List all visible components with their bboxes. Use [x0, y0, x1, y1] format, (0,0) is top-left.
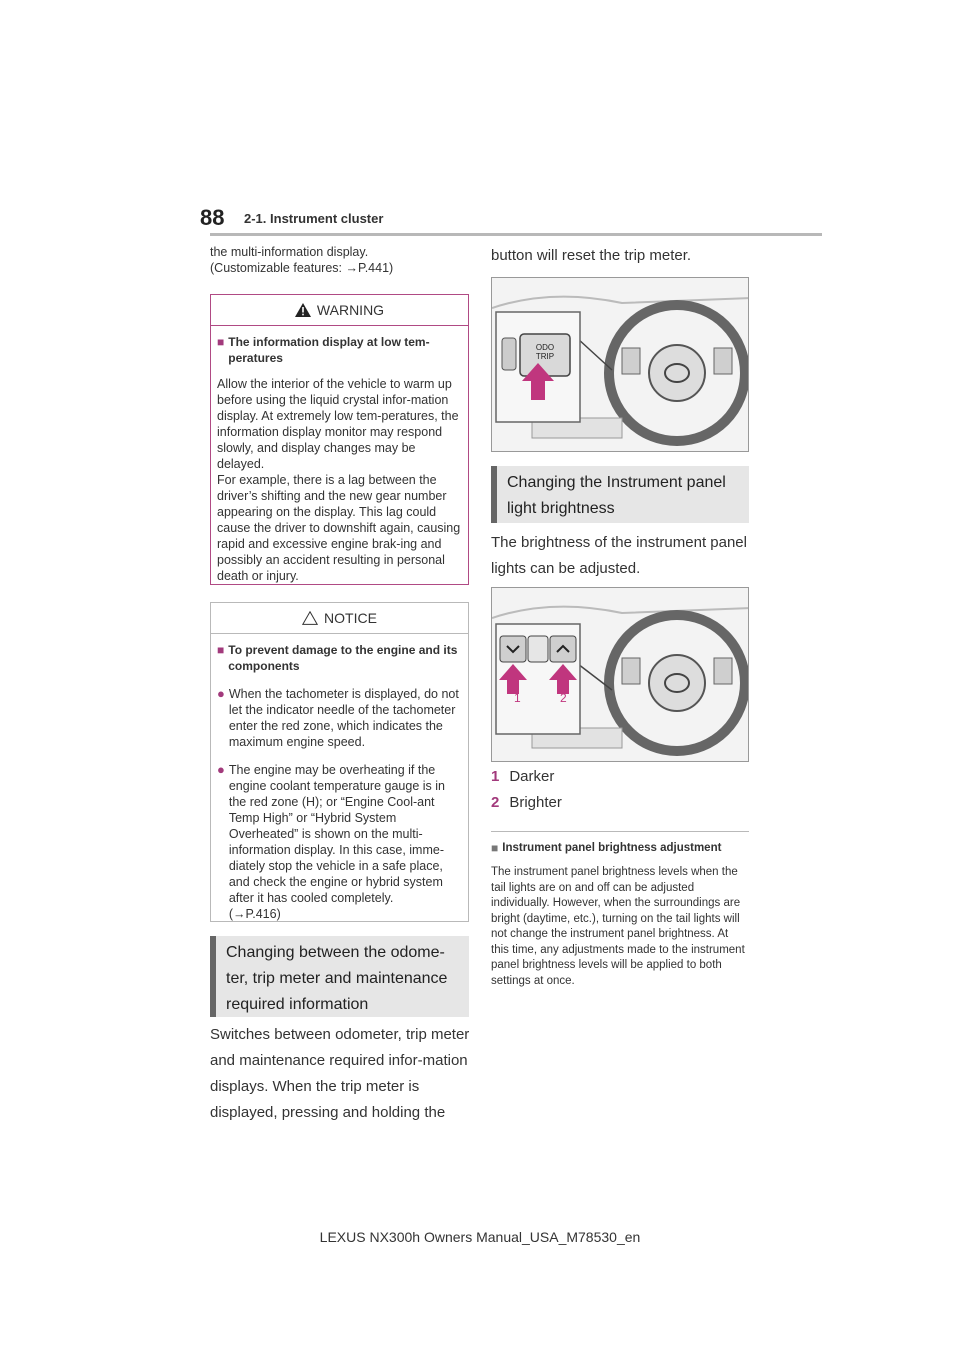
notice-heading-text: To prevent damage to the engine and its components — [228, 643, 458, 673]
brightness-items — [491, 764, 751, 816]
notice-title-row — [211, 603, 468, 634]
odo-label: ODO — [535, 343, 555, 352]
notes-rule — [491, 831, 749, 832]
callout-1: 1 — [514, 691, 521, 705]
square-bullet-icon: ■ — [217, 643, 225, 657]
warning-title-row — [211, 295, 468, 326]
notice-triangle-icon — [302, 611, 318, 625]
item-brighter — [491, 790, 751, 816]
item-darker — [491, 764, 751, 790]
brightness-section-heading: Changing the Instrument panel light brightness — [491, 466, 749, 523]
odo-section-heading: Changing between the odome-ter, trip meter and maintenance required information — [210, 936, 469, 1017]
notice-item-2 — [217, 762, 462, 922]
odo-section-text: Switches between odometer, trip meter and maintenance required infor-mation displays. When the trip meter is displayed, pressing and holding the — [210, 1026, 470, 1121]
intro-text — [210, 244, 470, 276]
item-label: Darker — [509, 768, 555, 785]
steering-wheel-illustration — [492, 588, 749, 762]
notice-item-1 — [217, 686, 462, 750]
trip-label: TRIP — [535, 352, 555, 361]
steering-wheel-illustration — [492, 278, 749, 452]
brightness-illustration — [491, 587, 749, 762]
continue-text: button will reset the trip meter. — [491, 247, 692, 264]
notes-section — [491, 838, 753, 989]
item-label: Brighter — [509, 794, 562, 811]
header-rule — [210, 233, 822, 236]
square-bullet-icon: ■ — [491, 841, 499, 855]
warning-triangle-icon — [295, 303, 311, 317]
warning-box — [210, 294, 469, 585]
intro-line-2: (Customizable features: →P.441) — [210, 261, 394, 275]
callout-2: 2 — [560, 691, 567, 705]
square-bullet-icon: ■ — [217, 335, 225, 349]
notice-item-1-text: When the tachometer is displayed, do not let the indicator needle of the tachometer enter the red zone, which indicates the maximum engine speed. — [228, 687, 459, 749]
item-number: 2 — [491, 794, 500, 811]
notice-box — [210, 602, 469, 922]
brightness-text: The brightness of the instrument panel lights can be adjusted. — [491, 534, 747, 577]
warning-heading — [217, 334, 462, 366]
note-text: The instrument panel brightness levels when the tail lights are on and off can be adjusted individually. However, when the surroundings are bright (daytime, etc.), turning on the tail lights will not change the instrument panel brightness. At this time, any adjustments made to the instrument panel brightness levels will be applied to both settings at once. — [491, 866, 745, 987]
item-number: 1 — [491, 768, 500, 785]
footer: LEXUS NX300h Owners Manual_USA_M78530_en — [319, 1229, 641, 1245]
round-bullet-icon: ● — [217, 686, 225, 701]
warning-heading-text: The information display at low tem-peratures — [228, 335, 430, 365]
warning-title: WARNING — [316, 302, 385, 318]
section-title: 2-1. Instrument cluster — [244, 211, 384, 226]
note-heading-text: Instrument panel brightness adjustment — [502, 842, 722, 854]
notice-item-2-text: The engine may be overheating if the engine coolant temperature gauge is in the red zone (H); or “Engine Cool-ant Temp High” or “Hybrid System Overheated” is shown on the multi-information display. In this case, imme-diately stop the vehicle in a safe place, and check the engine or hybrid system after it has cooled completely. (→P.416) — [228, 763, 445, 921]
notice-heading — [217, 642, 462, 674]
notice-title: NOTICE — [324, 610, 377, 626]
note-heading — [491, 840, 753, 856]
round-bullet-icon: ● — [217, 762, 225, 777]
odo-trip-illustration — [491, 277, 749, 452]
warning-text: Allow the interior of the vehicle to warm up before using the liquid crystal infor-mation display. At extremely low tem-peratures, the information display monitor may respond slowly, and display changes may be delayed. For example, there is a lag between the driver’s shifting and the new gear number appearing on the display. This lag could cause the driver to downshift again, causing rapid and excessive engine brak-ing and possibly an accident resulting in personal death or injury. — [217, 377, 461, 583]
page-number: 88 — [200, 205, 225, 230]
intro-line-1: the multi-information display. — [210, 245, 369, 259]
